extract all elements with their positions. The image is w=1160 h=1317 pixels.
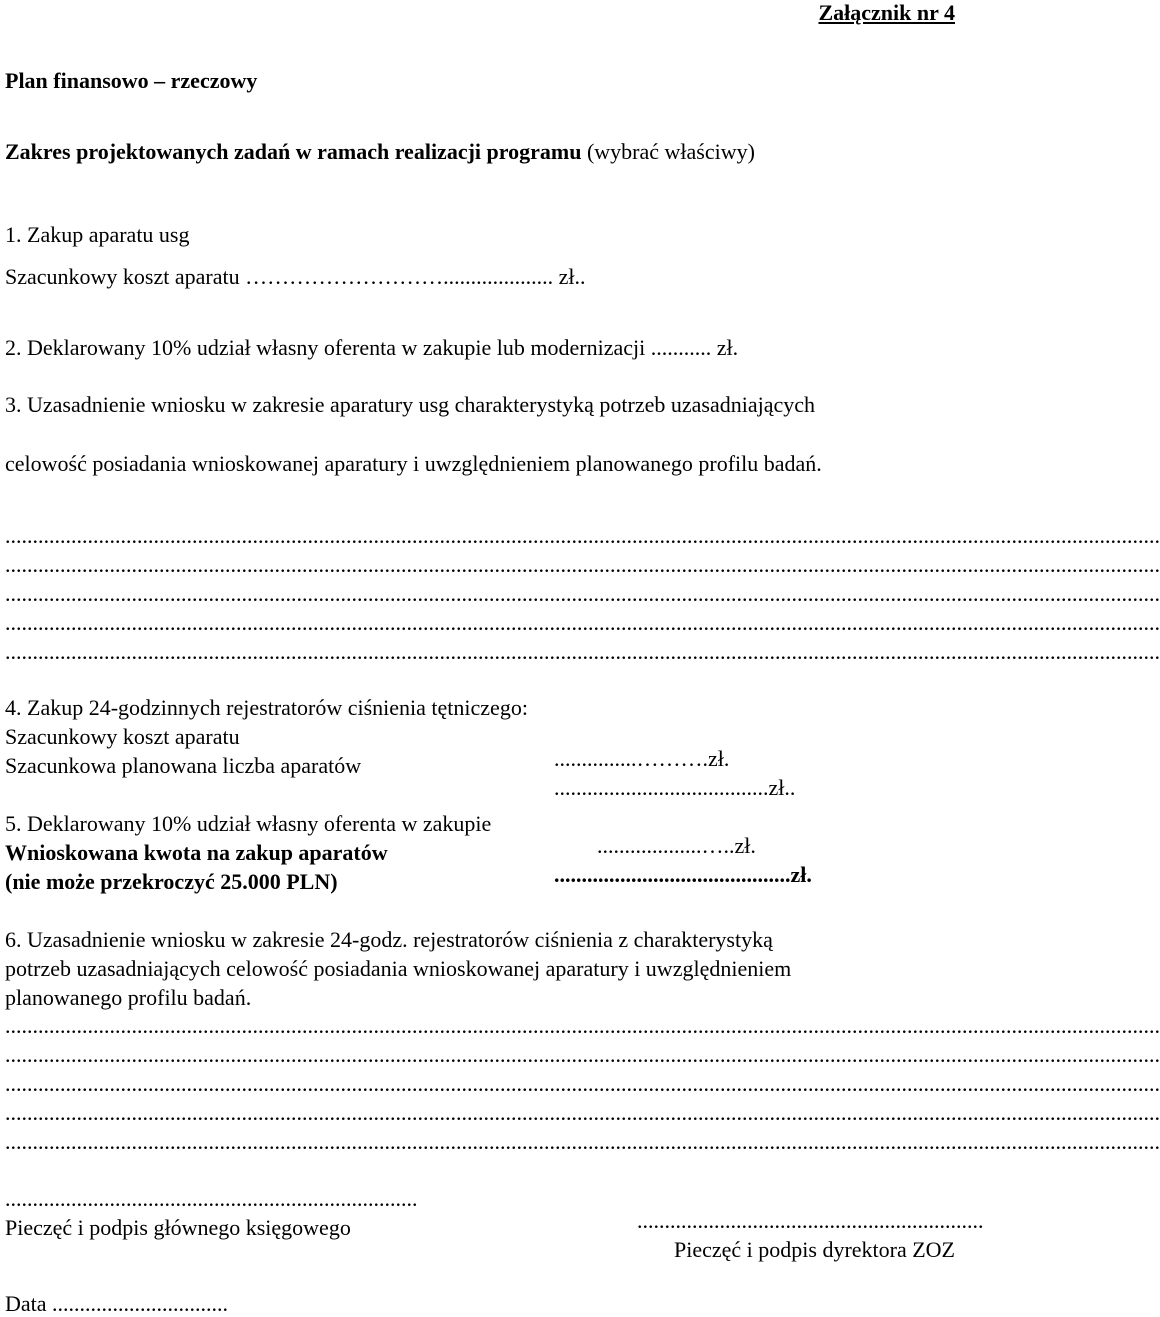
section6-line1: 6. Uzasadnienie wniosku w zakresie 24-godz. rejestratorów ciśnienia z charakterystyką (5, 927, 773, 952)
section2-text: 2. Deklarowany 10% udział własny oferenta w zakupie lub modernizacji ........... zł. (5, 335, 739, 360)
section6-dotted-line: .................................................................................................................................................................................................................. (5, 1100, 1160, 1125)
section5-request-value: ...........................................zł. (554, 862, 812, 887)
section3-line1: 3. Uzasadnienie wniosku w zakresie aparatury usg charakterystyką potrzeb uzasadniających (5, 392, 815, 417)
section6-line3: planowanego profilu badań. (5, 985, 252, 1010)
section5-limit: (nie może przekroczyć 25.000 PLN) (5, 869, 338, 894)
section6-dotted-line: .................................................................................................................................................................................................................. (5, 1013, 1160, 1038)
scope-note: (wybrać właściwy) (581, 139, 755, 164)
section4-cost-value: ...............……….zł. (554, 746, 730, 771)
section3-dotted-line: .................................................................................................................................................................................................................. (5, 552, 1160, 577)
section4-count-value: .......................................zł.. (554, 775, 796, 800)
section4-count-label: Szacunkowa planowana liczba aparatów (5, 753, 362, 778)
section5-label: 5. Deklarowany 10% udział własny oferenta w zakupie (5, 811, 492, 836)
date-line: Data ................................ (5, 1291, 229, 1316)
scope-heading (5, 139, 755, 165)
signature-line-accountant: ........................................................................... (5, 1186, 418, 1211)
signature-label-accountant: Pieczęć i podpis głównego księgowego (5, 1215, 351, 1240)
section6-dotted-line: .................................................................................................................................................................................................................. (5, 1129, 1160, 1154)
signature-label-director: Pieczęć i podpis dyrektora ZOZ (673, 1237, 955, 1262)
section3-dotted-line: .................................................................................................................................................................................................................. (5, 639, 1160, 664)
signature-line-director: ............................................................... (637, 1208, 984, 1233)
plan-title: Plan finansowo – rzeczowy (5, 68, 258, 93)
section3-dotted-line: .................................................................................................................................................................................................................. (5, 523, 1160, 548)
section4-cost-label: Szacunkowy koszt aparatu (5, 724, 240, 749)
section6-line2: potrzeb uzasadniających celowość posiadania wnioskowanej aparatury i uwzględnieniem (5, 956, 792, 981)
section1-heading: 1. Zakup aparatu usg (5, 222, 190, 247)
section4-heading: 4. Zakup 24-godzinnych rejestratorów ciśnienia tętniczego: (5, 695, 528, 720)
section3-line2: celowość posiadania wnioskowanej aparatury i uwzględnieniem planowanego profilu badań. (5, 451, 822, 476)
section6-dotted-line: .................................................................................................................................................................................................................. (5, 1042, 1160, 1067)
section1-cost-line: Szacunkowy koszt aparatu ……………………….................... zł.. (5, 264, 586, 289)
section3-dotted-line: .................................................................................................................................................................................................................. (5, 581, 1160, 606)
section3-dotted-line: .................................................................................................................................................................................................................. (5, 610, 1160, 635)
scope-bold: Zakres projektowanych zadań w ramach realizacji programu (5, 139, 582, 164)
attachment-label: Załącznik nr 4 (818, 0, 955, 25)
section5-request-label: Wnioskowana kwota na zakup aparatów (5, 840, 388, 865)
section6-dotted-line: .................................................................................................................................................................................................................. (5, 1071, 1160, 1096)
section5-value: ...................…..zł. (597, 833, 756, 858)
